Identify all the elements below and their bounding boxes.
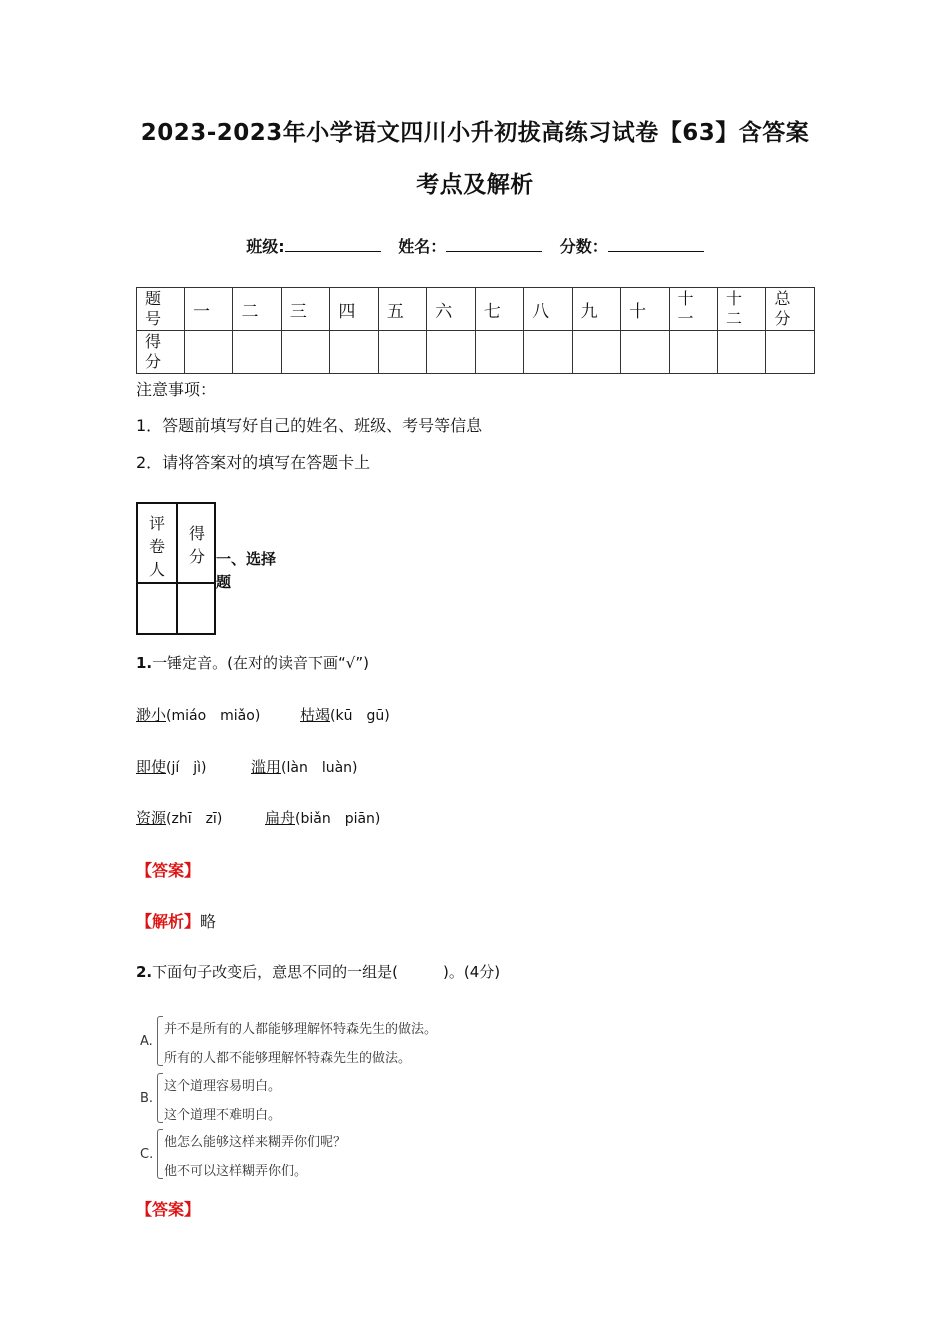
name-blank[interactable] — [446, 237, 542, 252]
score-label-cell: 得分 — [137, 331, 185, 374]
score-table-score-row — [137, 331, 815, 374]
q1-row — [265, 807, 380, 828]
col-header: 十一 — [669, 288, 717, 331]
score-cell[interactable] — [185, 331, 233, 374]
score-cell[interactable] — [475, 331, 523, 374]
col-header: 一 — [185, 288, 233, 331]
q2-option-letter[interactable]: B. — [140, 1091, 154, 1106]
q2-stem-text: 下面句子改变后，意思不同的一组是( )。(4分) — [152, 963, 501, 981]
col-header: 总分 — [766, 288, 815, 331]
q2-option-sentence: 并不是所有的人都能够理解怀特森先生的做法。 — [164, 1022, 438, 1037]
q1-number: 1. — [136, 654, 153, 672]
doc-title-line1: 2023-2023年小学语文四川小升初拔高练习试卷【63】含答案 — [140, 120, 810, 146]
q1-pinyin-choice[interactable]: (miáo miǎo) — [166, 708, 261, 724]
score-cell[interactable] — [330, 331, 378, 374]
score-cell[interactable] — [378, 331, 426, 374]
q2-option-sentence: 这个道理容易明白。 — [164, 1079, 282, 1094]
q2-option-sentence: 这个道理不难明白。 — [164, 1108, 282, 1123]
q1-pinyin-choice[interactable]: (biǎn piān) — [295, 811, 381, 827]
q1-word: 枯竭 — [300, 706, 331, 724]
col-header: 十 — [621, 288, 669, 331]
q1-word: 渺小 — [136, 706, 167, 724]
q2-answer-label: 【答案】 — [136, 1200, 201, 1219]
col-header: 八 — [524, 288, 572, 331]
col-header: 七 — [475, 288, 523, 331]
q2-option-sentence: 他怎么能够这样来糊弄你们呢？ — [164, 1135, 347, 1150]
q1-word: 滥用 — [251, 758, 282, 776]
q1-pinyin-choice[interactable]: (kū gū) — [330, 708, 390, 724]
brace-icon — [157, 1016, 163, 1066]
q1-answer-label: 【答案】 — [136, 861, 201, 880]
score-table — [136, 287, 815, 374]
doc-title-line2: 考点及解析 — [416, 172, 534, 198]
section-title: 一、选择题 — [216, 550, 277, 591]
score-cell[interactable] — [524, 331, 572, 374]
q2-option-letter[interactable]: C. — [140, 1147, 154, 1162]
q1-word: 即使 — [136, 758, 167, 776]
grader-box — [136, 502, 216, 635]
score-table-header-row — [137, 288, 815, 331]
grader-divider — [138, 582, 214, 584]
grader-label: 评卷人 — [149, 514, 166, 579]
notes-item: 2．请将答案对的填写在答题卡上 — [136, 453, 371, 472]
q1-word: 资源 — [136, 809, 167, 827]
col-header: 二 — [233, 288, 281, 331]
score-cell[interactable] — [717, 331, 765, 374]
class-label: 班级: — [246, 237, 285, 256]
q1-pinyin-choice[interactable]: (làn luàn) — [281, 760, 358, 776]
score-cell[interactable] — [572, 331, 620, 374]
notes-heading: 注意事项： — [136, 380, 217, 399]
q1-row — [300, 704, 390, 725]
q1-row — [136, 756, 207, 777]
header-label-cell: 题号 — [137, 288, 185, 331]
q1-analysis — [136, 909, 216, 932]
q1-pinyin-choice[interactable]: (zhī zī) — [166, 811, 223, 827]
score-label: 分数： — [559, 237, 608, 256]
q1-row — [251, 756, 358, 777]
brace-icon — [157, 1129, 163, 1179]
notes-item: 1．答题前填写好自己的姓名、班级、考号等信息 — [136, 416, 483, 435]
class-blank[interactable] — [285, 237, 381, 252]
grader-score-label: 得分 — [189, 524, 206, 566]
q2-number: 2. — [136, 963, 153, 981]
score-cell[interactable] — [233, 331, 281, 374]
q1-row — [136, 704, 260, 725]
q1-stem — [136, 652, 369, 673]
col-header: 十二 — [717, 288, 765, 331]
col-header: 六 — [427, 288, 475, 331]
q1-pinyin-choice[interactable]: (jí jì) — [166, 760, 207, 776]
q1-stem-text: 一锤定音。(在对的读音下画“√”) — [152, 654, 369, 672]
col-header: 九 — [572, 288, 620, 331]
name-label: 姓名： — [398, 237, 447, 256]
q2-option-sentence: 所有的人都不能够理解怀特森先生的做法。 — [164, 1051, 412, 1066]
student-info-line — [0, 234, 950, 257]
col-header: 三 — [281, 288, 329, 331]
q1-analysis-label: 【解析】 — [136, 912, 201, 931]
q1-analysis-text: 略 — [200, 912, 217, 931]
score-blank[interactable] — [608, 237, 704, 252]
q1-row — [136, 807, 222, 828]
score-cell[interactable] — [427, 331, 475, 374]
score-cell[interactable] — [766, 331, 815, 374]
q2-option-sentence: 他不可以这样糊弄你们。 — [164, 1164, 308, 1179]
q1-word: 扁舟 — [265, 809, 296, 827]
col-header: 四 — [330, 288, 378, 331]
score-cell[interactable] — [621, 331, 669, 374]
col-header: 五 — [378, 288, 426, 331]
q2-stem — [136, 961, 500, 982]
brace-icon — [157, 1073, 163, 1123]
score-cell[interactable] — [281, 331, 329, 374]
q2-option-letter[interactable]: A. — [140, 1034, 153, 1049]
score-cell[interactable] — [669, 331, 717, 374]
